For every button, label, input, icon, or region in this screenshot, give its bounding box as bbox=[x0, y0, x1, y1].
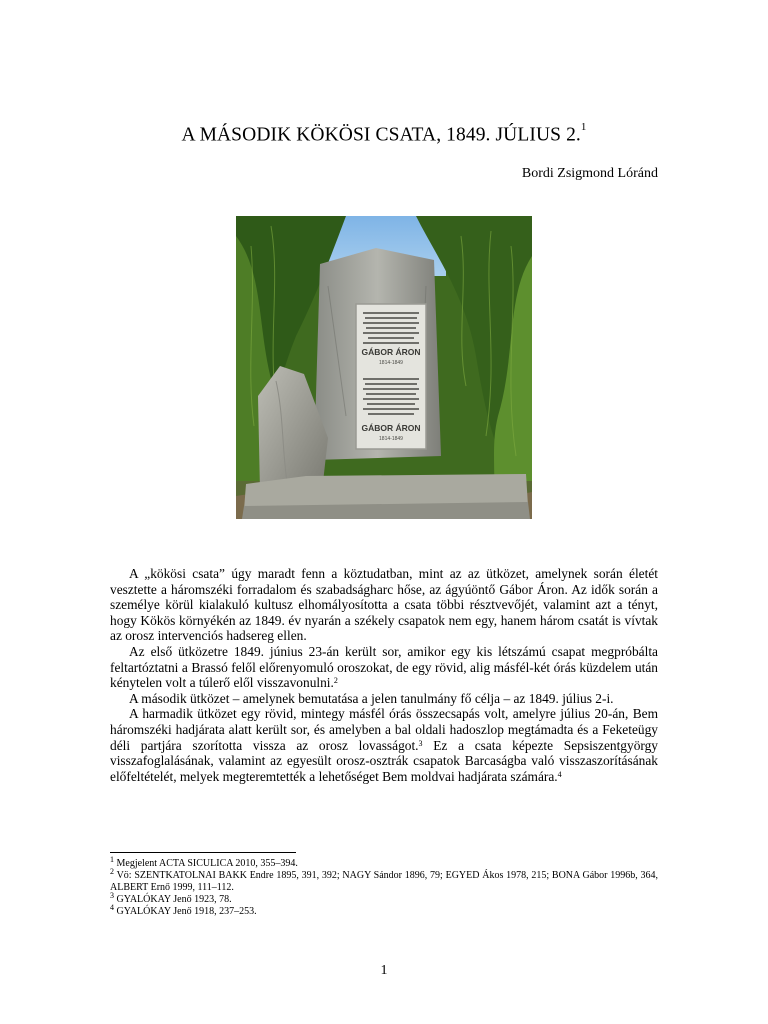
footnote bbox=[110, 867, 658, 894]
paragraph bbox=[110, 644, 658, 691]
page-number: 1 bbox=[380, 963, 388, 978]
footnote-number: 2 bbox=[110, 867, 114, 876]
footnote bbox=[110, 855, 658, 870]
body-text bbox=[110, 566, 658, 784]
footnote-text: GYALÓKAY Jenő 1918, 237–253. bbox=[114, 906, 257, 917]
footnote-ref-2: 2 bbox=[333, 676, 338, 686]
footnote-number: 1 bbox=[110, 855, 114, 864]
footnote-text: GYALÓKAY Jenő 1923, 78. bbox=[114, 894, 232, 905]
paragraph-text: A „kökösi csata” úgy maradt fenn a köztudatban, mint az az ütközet, amelynek során életét vesztette a háromszéki forradalom és szabadságharc hőse, az ágyúöntő Gábor Áron. Az idők során a személye körül kialakuló kultusz elhomályosította a csata többi résztvevőjét, valamint azt a tényt, hogy Kökös környékén az 1849. év nyarán a székely csapatok nem egy, hanem három csatát is vívtak az orosz intervenciós hadsereg ellen. bbox=[110, 566, 658, 644]
footnote-text: Vö: SZENTKATOLNAI BAKK Endre 1895, 391, 392; NAGY Sándor 1896, 79; EGYED Ákos 1978, 215; BONA Gábor 1996b, 364, ALBERT Ernő 1999, 111–112. bbox=[110, 870, 658, 893]
paragraph-text: Az első ütközetre 1849. június 23-án került sor, amikor egy kis létszámú csapat megpróbálta feltartóztatni a Brassó felől előrenyomuló oroszokat, de egy rövid, alig másfél-két órás küzdelem után kénytelen volt a túlerő elől visszavonulni. bbox=[110, 643, 658, 691]
footnote-text: Megjelent ACTA SICULICA 2010, 355–394. bbox=[114, 858, 298, 869]
paragraph bbox=[110, 706, 658, 784]
paragraph-text-continued: Ez a csata képezte Sepsiszentgyörgy visszafoglalásának, valamint az egyesült orosz-osztrák csapatok Barcaságba való visszaszorításának előfeltételét, melyek megteremtették a lehetőséget Bem moldvai hadjárata számára. bbox=[110, 737, 658, 784]
paper-title bbox=[0, 121, 768, 147]
memorial-photo bbox=[236, 216, 532, 519]
paragraph bbox=[110, 691, 658, 707]
plaque-years-top: 1814-1849 bbox=[379, 360, 403, 366]
plaque-name-top: GÁBOR ÁRON bbox=[361, 347, 421, 357]
paragraph-text: A harmadik ütközet egy rövid, mintegy másfél órás összecsapás volt, amelyre július 20-án, Bem háromszéki hadjárata alatt került sor, és amelyben a bal oldali hadoszlop megtámadta és a Feketeügy déli partjára szorította vissza az orosz lovasságot. bbox=[110, 706, 658, 753]
footnote-number: 4 bbox=[110, 903, 114, 912]
plaque-name-bottom: GÁBOR ÁRON bbox=[361, 423, 421, 433]
footnote-number: 3 bbox=[110, 891, 114, 900]
footnotes bbox=[110, 855, 658, 918]
paper-title-text: A MÁSODIK KÖKÖSI CSATA, 1849. JÚLIUS 2. bbox=[181, 124, 581, 146]
paragraph bbox=[110, 566, 658, 644]
footnote bbox=[110, 891, 658, 906]
footnote-ref-4: 4 bbox=[557, 769, 562, 779]
footnote bbox=[110, 903, 658, 918]
author-name: Bordi Zsigmond Lóránd bbox=[521, 166, 658, 181]
footnote-separator bbox=[110, 852, 296, 853]
plaque-years-bottom: 1814-1849 bbox=[379, 436, 403, 442]
footnote-ref-3: 3 bbox=[418, 738, 423, 748]
footnote-ref-1: 1 bbox=[580, 121, 587, 133]
paragraph-text: A második ütközet – amelynek bemutatása a jelen tanulmány fő célja – az 1849. július 2-i. bbox=[129, 690, 614, 706]
